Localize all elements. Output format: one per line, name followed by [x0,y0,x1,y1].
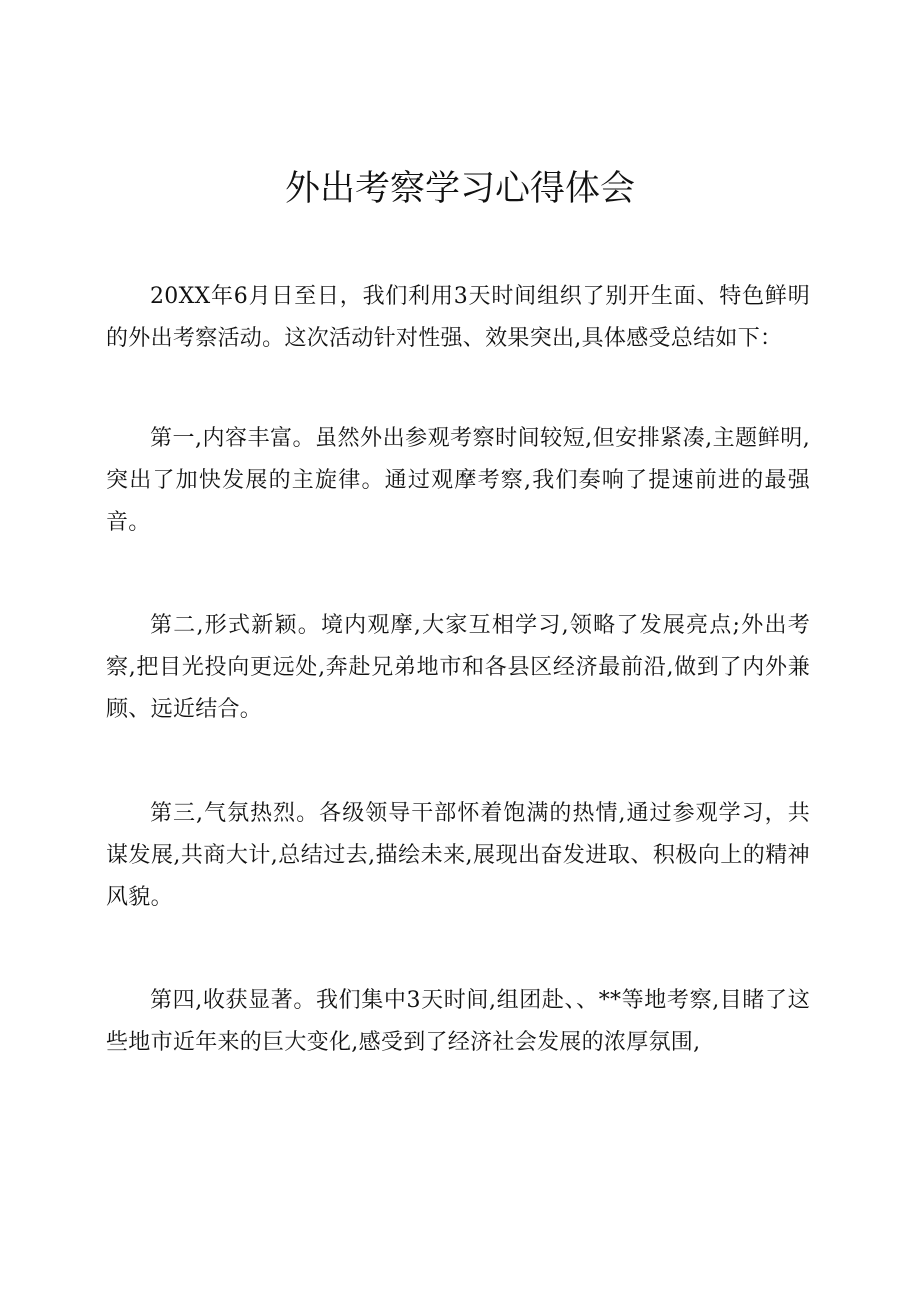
paragraph-first-point: 第一,内容丰富。虽然外出参观考察时间较短,但安排紧凑,主题鲜明,突出了加快发展的主旋律。通过观摩考察,我们奏响了提速前进的最强音。 [106,426,810,535]
paragraph-fourth-point: 第四,收获显著。我们集中3天时间,组团赴、、**等地考察,目睹了这些地市近年来的巨大变化,感受到了经济社会发展的浓厚氛围, [106,988,810,1055]
paragraph-intro: 20XX年6月日至日，我们利用3天时间组织了别开生面、特色鲜明的外出考察活动。这次活动针对性强、效果突出,具体感受总结如下： [106,284,810,351]
paragraph-second-point: 第二,形式新颖。境内观摩,大家互相学习,领略了发展亮点;外出考察,把目光投向更远处,奔赴兄弟地市和各县区经济最前沿,做到了内外兼顾、远近结合。 [106,613,810,722]
document-title: 外出考察学习心得体会 [284,169,635,209]
paragraph-third-point: 第三,气氛热烈。各级领导干部怀着饱满的热情,通过参观学习，共谋发展,共商大计,总结过去,描绘未来,展现出奋发进取、积极向上的精神风貌。 [106,801,810,910]
